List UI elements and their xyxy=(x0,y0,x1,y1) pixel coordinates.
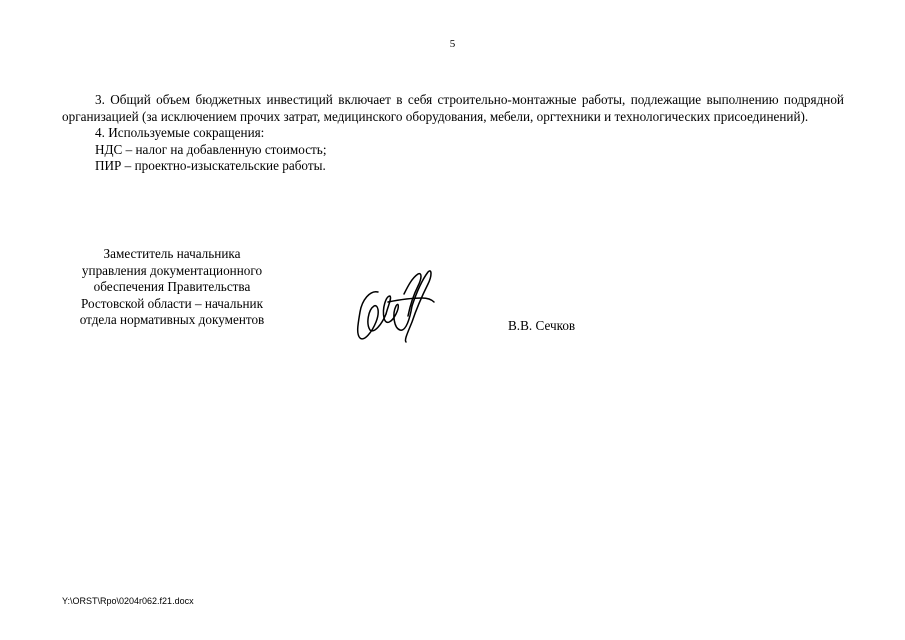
signer-name: В.В. Сечков xyxy=(508,318,576,333)
abbreviation-pir: ПИР – проектно-изыскательские работы. xyxy=(95,158,326,173)
page-number: 5 xyxy=(449,38,456,50)
position-line: Ростовской области – начальник xyxy=(80,295,264,311)
paragraph-abbreviations-heading: 4. Используемые сокращения: xyxy=(95,125,265,140)
handwritten-signature xyxy=(348,262,438,344)
position-line: отдела нормативных документов xyxy=(79,312,265,327)
signatory-position xyxy=(52,246,292,329)
footer-file-path: Y:\ORST\Rpo\0204r062.f21.docx xyxy=(62,596,194,606)
position-line: обеспечения Правительства xyxy=(93,279,251,294)
position-line: Заместитель начальника xyxy=(103,246,241,261)
paragraph-budget-investments: 3. Общий объем бюджетных инвестиций включает в себя строительно-монтажные работы, подлежащие выполнению подрядной организацией (за исключением прочих затрат, медицинского оборудования, мебели, оргтехники и технологических присоединений). xyxy=(62,92,844,124)
position-line: управления документационного xyxy=(81,262,263,278)
abbreviation-nds: НДС – налог на добавленную стоимость; xyxy=(95,141,327,157)
document-body xyxy=(62,92,844,175)
